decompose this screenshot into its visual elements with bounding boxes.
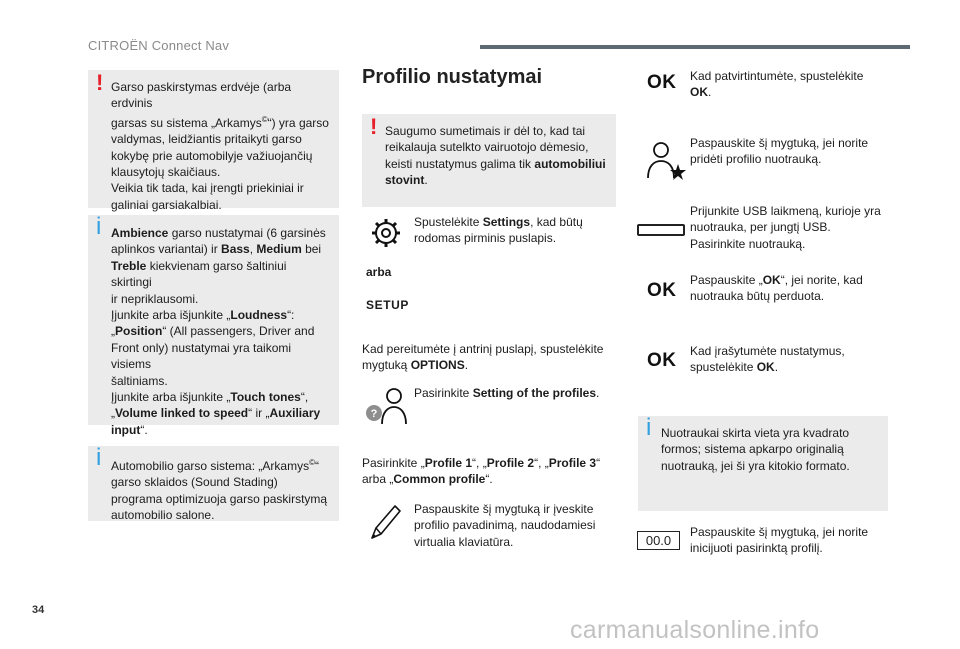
info-icon: i xyxy=(96,444,102,471)
ok-save-instruction: Kad įrašytumėte nustatymus, spustelėkite OK. xyxy=(690,344,845,375)
info-box-arkamys: i Automobilio garso sistema: „Arkamys©“ garso sklaidos (Sound Stading) programa optimizuoja garso paskirstymą automobilio salone. xyxy=(88,446,339,521)
info-box-photo: i Nuotraukai skirta vieta yra kvadrato formos; sistema apkarpo originalią nuotrauką, jei ši yra kitokio formato. xyxy=(638,416,888,511)
info-icon: i xyxy=(646,414,652,441)
info-icon: i xyxy=(96,213,102,240)
setup-button[interactable]: SETUP xyxy=(366,298,410,312)
page-number: 34 xyxy=(32,604,45,616)
reset-profile-button[interactable]: 00.0 xyxy=(637,531,680,550)
settings-gear-icon[interactable] xyxy=(369,216,403,250)
warning-box-safety: ! Saugumo sumetimais ir dėl to, kad tai reikalauja sutelkto vairuotojo dėmesio, keisti nustatymus galima tik automobiliui stovint. xyxy=(362,114,616,207)
ok-button[interactable]: OK xyxy=(647,280,677,301)
ok-transfer-instruction: Paspauskite „OK“, jei norite, kad nuotrauka būtų perduota. xyxy=(690,273,863,304)
reset-instruction: Paspauskite šį mygtuką, jei norite inicijuoti pasirinktą profilį. xyxy=(690,525,869,556)
usb-icon[interactable] xyxy=(637,224,685,236)
usb-instruction: Prijunkite USB laikmeną, kurioje yra nuotrauka, per jungtį USB. Pasirinkite nuotrauką. xyxy=(690,204,881,251)
add-photo-instruction: Paspauskite šį mygtuką, jei norite pridėti profilio nuotrauką. xyxy=(690,136,869,167)
ok-button[interactable]: OK xyxy=(647,350,677,371)
options-instruction: Kad pereitumėte į antrinį puslapį, spustelėkite mygtuką OPTIONS. xyxy=(362,342,604,373)
pencil-instruction: Paspauskite šį mygtuką ir įveskite profilio pavadinimą, naudodamiesi virtualia klaviatūra. xyxy=(414,502,596,549)
profile-settings-icon[interactable] xyxy=(364,386,408,426)
watermark: carmanualsonline.info xyxy=(570,616,820,644)
profiles-instruction: Pasirinkite „Profile 1“, „Profile 2“, „Profile 3“ arba „Common profile“. xyxy=(362,456,601,487)
header-bar xyxy=(480,45,910,49)
pencil-icon[interactable] xyxy=(368,502,404,542)
warning-icon: ! xyxy=(96,70,104,95)
add-photo-profile-icon[interactable] xyxy=(645,140,687,180)
select-profiles-instruction: Pasirinkite Setting of the profiles. xyxy=(414,386,600,400)
ok-confirm-instruction: Kad patvirtintumėte, spustelėkite OK. xyxy=(690,69,864,100)
arba-label: arba xyxy=(366,265,392,279)
section-title: Profilio nustatymai xyxy=(362,66,543,88)
ok-button[interactable]: OK xyxy=(647,72,677,93)
settings-instruction: Spustelėkite Settings, kad būtų rodomas pirminis puslapis. xyxy=(414,215,583,246)
page-header-title: CITROËN Connect Nav xyxy=(88,38,230,53)
warning-box-spatialisation: ! Garso paskirstymas erdvėje (arba erdvinis garsas su sistema „Arkamys©“) yra garso valdymas, leidžiantis pritaikyti garso kokybę prie automobilyje važiuojančių klausytojų skaičiaus. Veikia tik tada, kai įrengti priekiniai ir galiniai garsiakalbiai. xyxy=(88,70,339,208)
info-box-ambience: i Ambience garso nustatymai (6 garsinės aplinkos variantai) ir Bass, Medium bei Treble kiekvienam garso šaltiniui skirtingi ir nepriklausomi. Įjunkite arba išjunkite „Loudness“: „Position“ (All passengers, Driver and Front only) nustatymai yra taikomi visiems šaltiniams. Įjunkite arba išjunkite „Touch tones“, „Volume linked to speed“ ir „Auxiliary input“. xyxy=(88,215,339,425)
svg-text:?: ? xyxy=(370,408,378,420)
warning-icon: ! xyxy=(370,114,378,139)
